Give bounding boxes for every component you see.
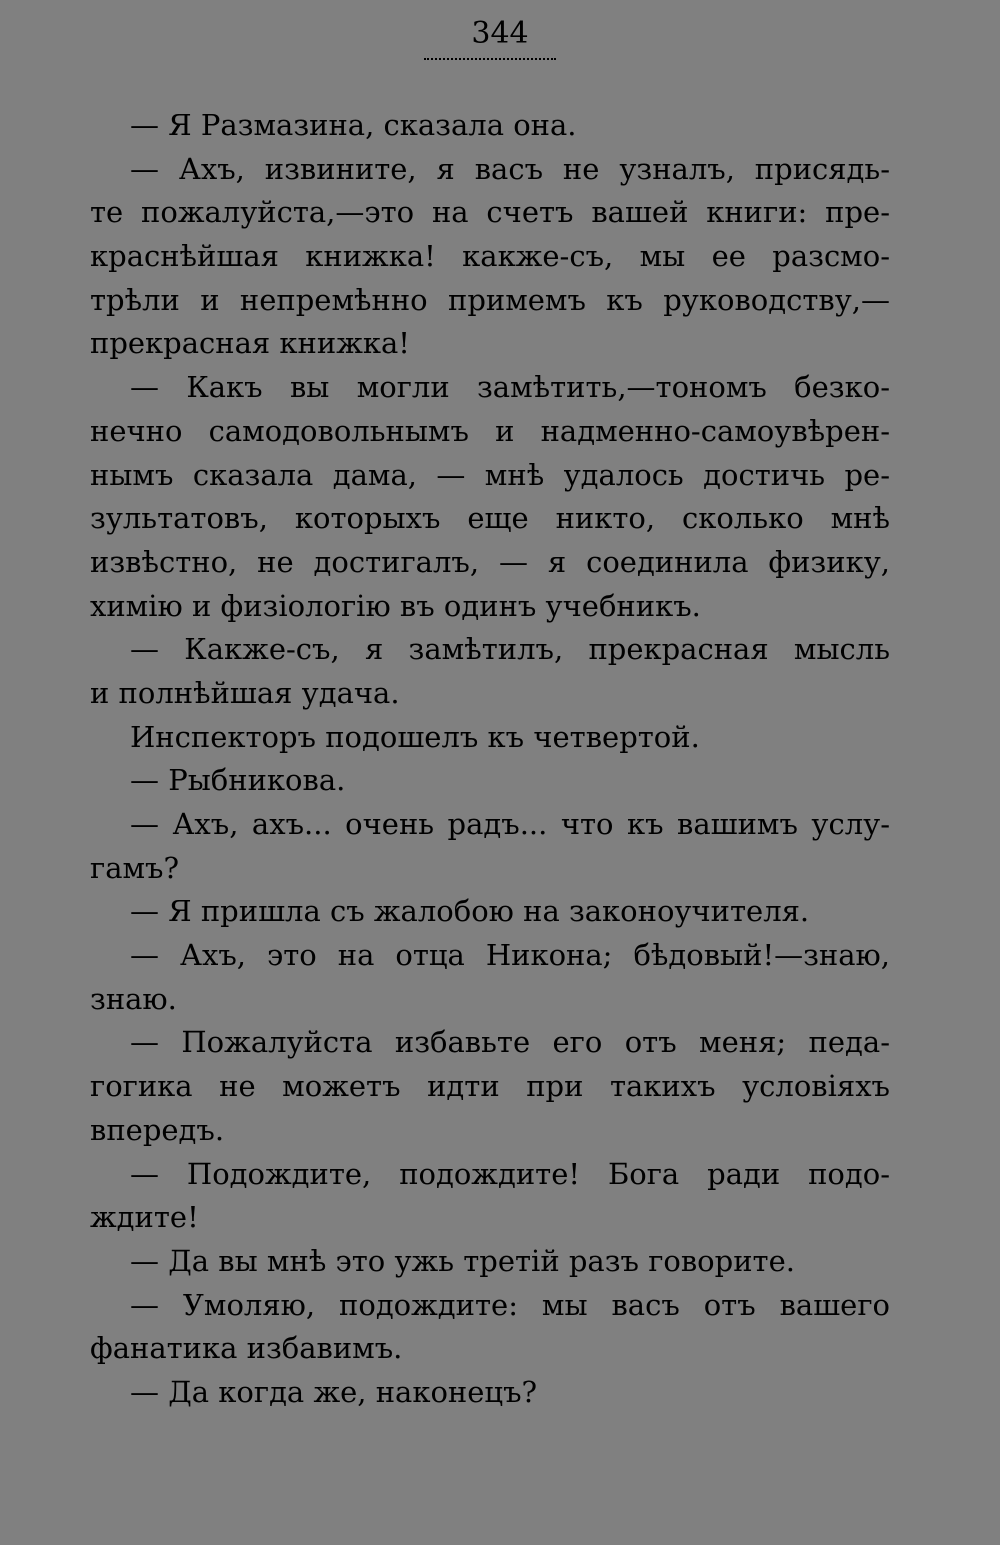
text-line: — Какъ вы могли замѣтить,—тономъ безко-: [130, 370, 890, 405]
text-line: — Да вы мнѣ это ужь третій разъ говорите.: [130, 1243, 795, 1278]
text-line: извѣстно, не достигалъ, — я соединила физику,: [90, 544, 890, 579]
text-line: ждите!: [90, 1200, 199, 1235]
page-text: [90, 104, 890, 1415]
text-line: — Умоляю, подождите: мы васъ отъ вашего: [130, 1287, 890, 1322]
text-line: прекрасная книжка!: [90, 326, 410, 361]
text-line: — Рыбникова.: [130, 763, 346, 798]
text-line: — Какже-съ, я замѣтилъ, прекрасная мысль: [130, 632, 890, 667]
text-line: — Да когда же, наконецъ?: [130, 1374, 538, 1409]
text-line: — Я пришла съ жалобою на законоучителя.: [130, 894, 810, 929]
text-line: и полнѣйшая удача.: [90, 675, 400, 710]
text-line: — Ахъ, извините, я васъ не узналъ, присядь-: [130, 151, 890, 186]
page-number: 344: [471, 16, 529, 51]
text-line: — Я Размазина, сказала она.: [130, 108, 577, 142]
text-line: нечно самодовольнымъ и надменно-самоувѣрен-: [90, 413, 890, 448]
text-line: — Подождите, подождите! Бога ради подо-: [130, 1156, 890, 1191]
text-line: впередъ.: [90, 1112, 225, 1147]
text-line: химію и физіологію въ одинъ учебникъ.: [90, 588, 701, 623]
text-line: краснѣйшая книжка! какже-съ, мы ее разсмо-: [90, 239, 890, 274]
text-line: нымъ сказала дама, — мнѣ удалось достичь ре-: [90, 457, 890, 492]
text-line: знаю.: [90, 981, 177, 1016]
page-number-rule: [424, 58, 556, 60]
text-line: трѣли и непремѣнно примемъ къ руководству,—: [90, 282, 890, 317]
text-line: гогика не можетъ идти при такихъ условіяхъ: [90, 1069, 890, 1104]
text-line: — Ахъ, ахъ... очень радъ... что къ вашимъ услу-: [130, 807, 890, 841]
text-line: фанатика избавимъ.: [90, 1331, 403, 1366]
text-line: гамъ?: [90, 850, 180, 885]
text-line: те пожалуйста,—это на счетъ вашей книги: пре-: [90, 195, 890, 230]
text-line: — Ахъ, это на отца Никона; бѣдовый!—знаю,: [130, 938, 890, 973]
text-line: зультатовъ, которыхъ еще никто, сколько мнѣ: [90, 501, 890, 536]
text-line: — Пожалуйста избавьте его отъ меня; педа-: [130, 1025, 890, 1060]
text-line: Инспекторъ подошелъ къ четвертой.: [130, 719, 700, 754]
